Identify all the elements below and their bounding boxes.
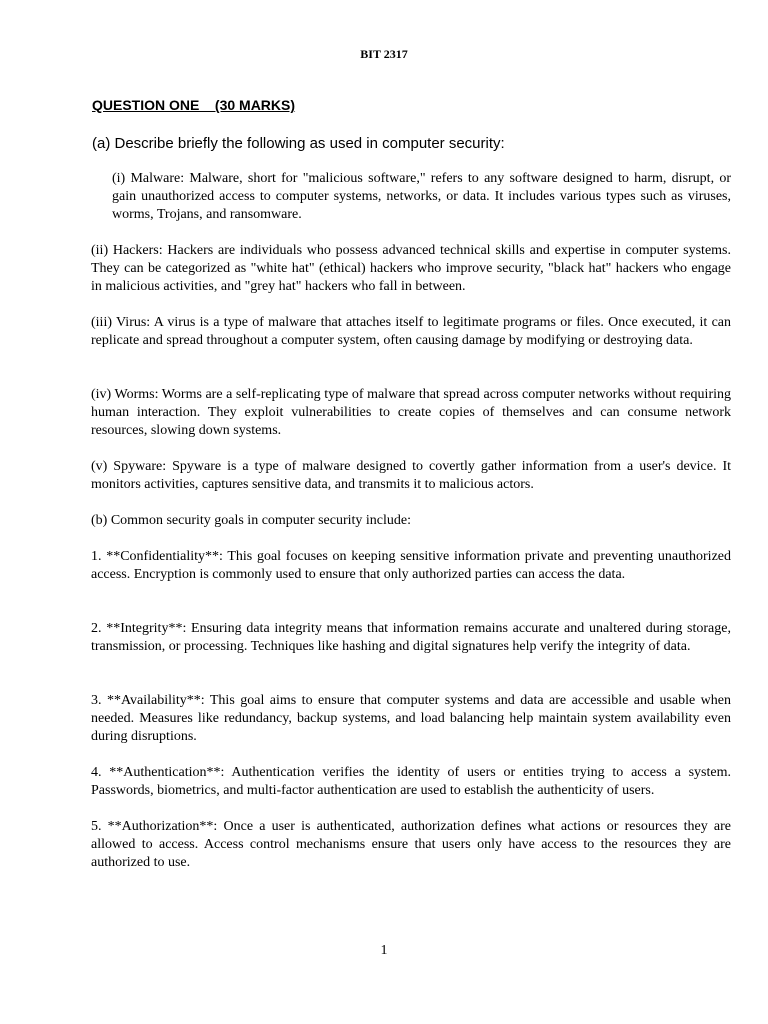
paragraph-spyware: (v) Spyware: Spyware is a type of malware designed to covertly gather information from a user's device. It monitors activities, captures sensitive data, and transmits it to malicious actors. (91, 459, 731, 492)
paragraph-authorization: 5. **Authorization**: Once a user is authenticated, authorization defines what actions or resources they are allowed to access. Access control mechanisms ensure that users only have access to the resources they are authorized to use. (91, 819, 731, 870)
paragraph-availability: 3. **Availability**: This goal aims to ensure that computer systems and data are accessible and usable when needed. Measures like redundancy, backup systems, and load balancing help maintain system availability even during disruptions. (91, 693, 731, 744)
paragraph-malware: (i) Malware: Malware, short for "malicious software," refers to any software designed to harm, disrupt, or gain unauthorized access to computer systems, networks, or data. It includes various types such as viruses, worms, Trojans, and ransomware. (112, 171, 731, 222)
paragraph-authentication: 4. **Authentication**: Authentication verifies the identity of users or entities trying to access a system. Passwords, biometrics, and multi-factor authentication are used to establish the authenticity of users. (91, 765, 731, 798)
paragraph-worms: (iv) Worms: Worms are a self-replicating type of malware that spread across computer networks without requiring human interaction. They exploit vulnerabilities to create copies of themselves and can consume network resources, slowing down systems. (91, 387, 731, 438)
paragraph-hackers: (ii) Hackers: Hackers are individuals who possess advanced technical skills and expertise in computer systems. They can be categorized as "white hat" (ethical) hackers who improve security, "black hat" hackers who engage in malicious activities, and "grey hat" hackers who fall in between. (91, 243, 731, 294)
course-code: BIT 2317 (360, 47, 408, 61)
paragraph-integrity: 2. **Integrity**: Ensuring data integrity means that information remains accurate and unaltered during storage, transmission, or processing. Techniques like hashing and digital signatures help verify the integrity of data. (91, 621, 731, 654)
question-title: QUESTION ONE (30 MARKS) (92, 97, 296, 113)
paragraph-virus: (iii) Virus: A virus is a type of malware that attaches itself to legitimate programs or files. Once executed, it can replicate and spread throughout a computer system, often causing damage by modifying or destroying data. (91, 315, 731, 348)
paragraph-confidentiality: 1. **Confidentiality**: This goal focuses on keeping sensitive information private and preventing unauthorized access. Encryption is commonly used to ensure that only authorized parties can access the data. (91, 549, 731, 582)
page-number: 1 (380, 943, 388, 958)
part-b-intro: (b) Common security goals in computer security include: (91, 513, 411, 528)
part-a-intro: (a) Describe briefly the following as used in computer security: (92, 135, 505, 152)
